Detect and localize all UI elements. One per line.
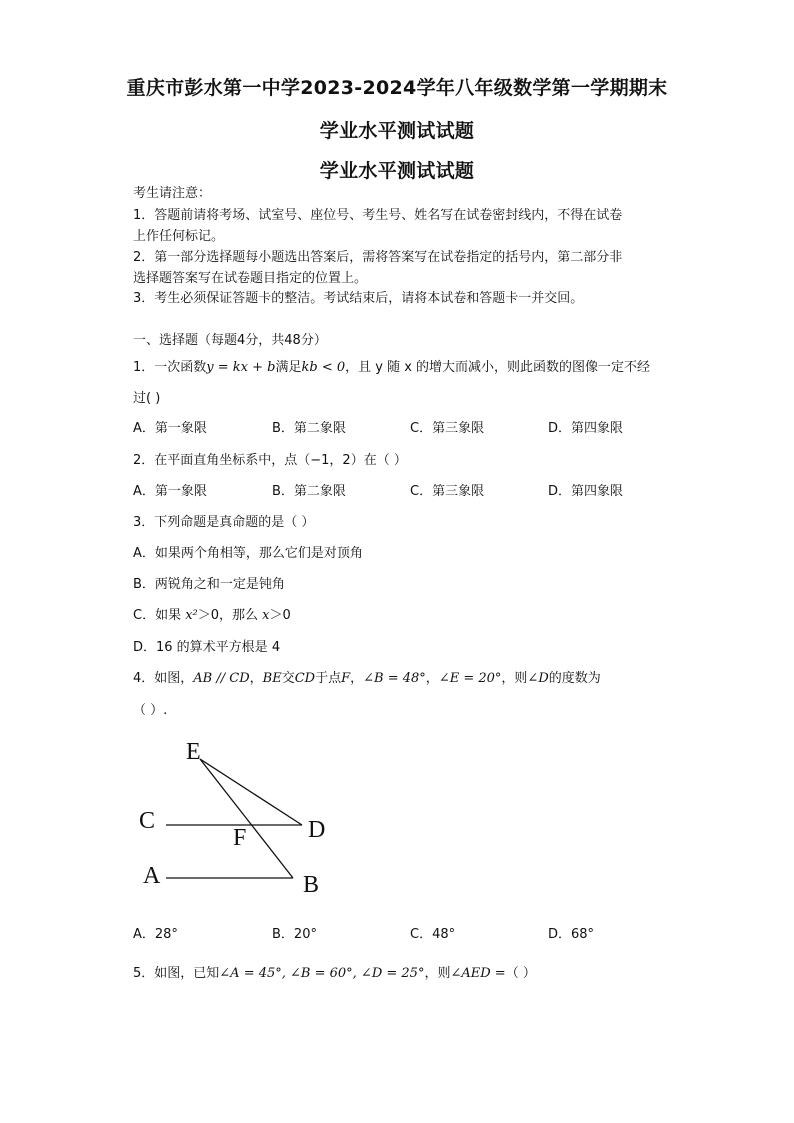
q3-option-b[interactable]: B．两锐角之和一定是钝角 — [133, 577, 285, 592]
question-4-tail: （ ）. — [133, 703, 168, 718]
q1-condition: kb < 0 — [301, 360, 346, 375]
notice-item-2: 2．第一部分选择题每小题选出答案后，需将答案写在试卷指定的括号内，第二部分非 — [133, 250, 623, 265]
q4-sep2: 交 — [281, 671, 295, 686]
label-a: A — [143, 863, 161, 889]
q4-option-b[interactable]: B．20° — [272, 927, 317, 942]
q4-sep4: ， — [350, 671, 364, 686]
q4-angle-e: ∠E = 20° — [438, 671, 502, 686]
q4-prefix: 4．如图， — [133, 671, 194, 686]
q4-sep3: 于点 — [315, 671, 342, 686]
q1-option-b[interactable]: B．第二象限 — [272, 421, 346, 436]
q4-point-f: F — [341, 671, 351, 686]
q4-angle-d: ∠D — [527, 671, 549, 686]
q4-sep5: ， — [425, 671, 439, 686]
q5-prefix: 5．如图，已知 — [133, 966, 220, 981]
q1-formula: y = kx + b — [206, 360, 276, 375]
q5-angles: ∠A = 45°, ∠B = 60°, ∠D = 25° — [219, 966, 425, 981]
exam-title-line2: 学业水平测试试题 — [319, 120, 475, 142]
question-3-stem: 3．下列命题是真命题的是（ ） — [133, 515, 315, 530]
exam-title-line3: 学业水平测试试题 — [319, 160, 475, 182]
q1-option-d[interactable]: D．第四象限 — [548, 421, 624, 436]
q2-option-d[interactable]: D．第四象限 — [548, 484, 624, 499]
geometry-figure — [130, 735, 340, 900]
q4-sep1: ， — [249, 671, 263, 686]
q4-option-d[interactable]: D．68° — [548, 927, 595, 942]
segment-eb — [200, 759, 293, 878]
q5-mid: ，则 — [424, 966, 451, 981]
notice-item-1: 1．答题前请将考场、试室号、座位号、考生号、姓名写在试卷密封线内，不得在试卷 — [133, 208, 623, 223]
question-1-tail: 过( ) — [133, 391, 161, 406]
label-d: D — [308, 817, 326, 843]
notice-item-3: 3．考生必须保证答题卡的整洁。考试结束后，请将本试卷和答题卡一并交回。 — [133, 291, 584, 306]
q4-sep7: 的度数为 — [548, 671, 601, 686]
section-heading: 一、选择题（每题4分，共48分） — [133, 333, 327, 348]
q5-target-angle: ∠AED = — [450, 966, 506, 981]
q1-mid1: 满足 — [275, 360, 302, 375]
question-2-stem: 2．在平面直角坐标系中，点（−1，2）在（ ） — [133, 453, 407, 468]
q2-option-b[interactable]: B．第二象限 — [272, 484, 346, 499]
q3-c-expr1: x² — [185, 608, 198, 623]
notice-item-1-cont: 上作任何标记。 — [133, 229, 225, 244]
q1-option-c[interactable]: C．第三象限 — [410, 421, 485, 436]
question-5-stem — [133, 966, 536, 982]
label-b: B — [303, 872, 320, 898]
q3-c-post: ＞0 — [269, 608, 291, 623]
q4-sep6: ，则 — [501, 671, 528, 686]
q3-option-c[interactable] — [133, 608, 291, 624]
question-1-stem — [133, 360, 650, 376]
exam-title-line1: 重庆市彭水第一中学2023-2024学年八年级数学第一学期期末 — [126, 77, 668, 99]
q2-option-a[interactable]: A．第一象限 — [133, 484, 207, 499]
segment-ed — [200, 759, 302, 825]
q3-option-a[interactable]: A．如果两个角相等，那么它们是对顶角 — [133, 546, 363, 561]
q1-prefix: 1．一次函数 — [133, 360, 207, 375]
q4-option-a[interactable]: A．28° — [133, 927, 178, 942]
q3-option-d[interactable]: D．16 的算术平方根是 4 — [133, 640, 281, 655]
notice-item-2-cont: 选择题答案写在试卷题目指定的位置上。 — [133, 271, 368, 286]
q4-option-c[interactable]: C．48° — [410, 927, 456, 942]
q3-c-expr2: x — [262, 608, 270, 623]
q3-c-prefix: C．如果 — [133, 608, 186, 623]
q4-line-cd: CD — [294, 671, 316, 686]
q5-tail: （ ） — [505, 966, 536, 981]
notice-heading: 考生请注意： — [133, 186, 212, 201]
label-e: E — [186, 739, 201, 765]
q4-parallel: AB // CD — [193, 671, 250, 686]
q4-line-be: BE — [262, 671, 282, 686]
q2-option-c[interactable]: C．第三象限 — [410, 484, 485, 499]
q4-angle-b: ∠B = 48° — [363, 671, 426, 686]
q1-option-a[interactable]: A．第一象限 — [133, 421, 207, 436]
question-4-stem — [133, 671, 601, 687]
q3-c-mid: ＞0，那么 — [197, 608, 263, 623]
label-c: C — [139, 808, 156, 834]
label-f: F — [233, 825, 247, 851]
q1-mid2: ，且 y 随 x 的增大而减小，则此函数的图像一定不经 — [345, 360, 651, 375]
